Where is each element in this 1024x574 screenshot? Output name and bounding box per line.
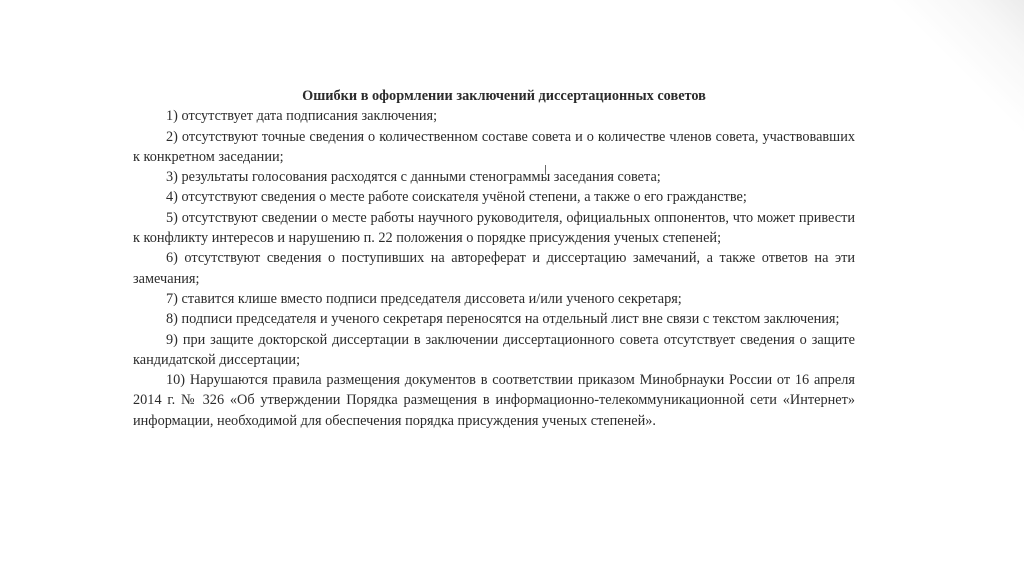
list-item-7: 7) ставится клише вместо подписи председателя диссовета и/или ученого секретаря; xyxy=(166,290,682,307)
list-item-1: 1) отсутствует дата подписания заключения; xyxy=(166,108,438,125)
list-item-10: 10) Нарушаются правила размещения документов в соответствии приказом Минобрнауки России от 16 апреля 2014 г. № 326 «Об утверждении Порядка размещения в информационно-телекоммуникационной сети «Интернет» информации, необходимой для обеспечения порядка присуждения ученых степеней». xyxy=(133,372,855,429)
list-item-4: 4) отсутствуют сведения о месте работе соискателя учёной степени, а также о его гражданстве; xyxy=(166,189,747,206)
page-corner-shadow xyxy=(874,0,1024,150)
list-item-5: 5) отсутствуют сведении о месте работы научного руководителя, официальных оппонентов, что может привести к конфликту интересов и нарушению п. 22 положения о порядке присуждения ученых степеней; xyxy=(133,209,855,247)
list-item-9: 9) при защите докторской диссертации в заключении диссертационного совета отсутствует сведения о защите кандидатской диссертации; xyxy=(133,331,855,368)
list-item-8: 8) подписи председателя и ученого секретаря переносятся на отдельный лист вне связи с текстом заключения; xyxy=(166,311,840,328)
document-title: Ошибки в оформлении заключений диссертационных советов xyxy=(302,88,706,104)
document-body xyxy=(133,86,855,431)
list-item-2: 2) отсутствуют точные сведения о количественном составе совета и о количестве членов совета, участвовавших к конкретном заседании; xyxy=(133,128,855,165)
list-item-6: 6) отсутствуют сведения о поступивших на автореферат и диссертацию замечаний, а также ответов на эти замечания; xyxy=(133,250,855,287)
list-item-3: 3) результаты голосования расходятся с данными стенограммы заседания совета; xyxy=(166,169,661,186)
